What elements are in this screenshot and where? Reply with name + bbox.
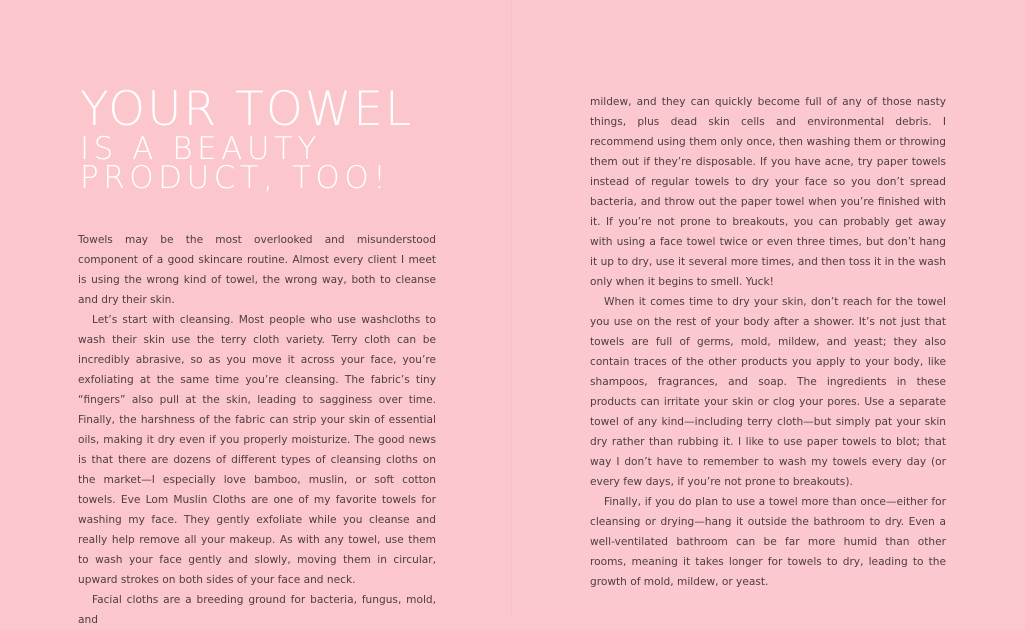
paragraph: Finally, if you do plan to use a towel more than once—either for cleansing or drying—hang it outside the bathroom to dry. Even a well-ventilated bathroom can be far more humid than other rooms, meaning it takes longer for towels to dry, leading to the growth of mold, mildew, or yeast. [590, 496, 946, 588]
title-line-3: PRODUCT, TOO! [80, 160, 391, 196]
right-body-text [590, 92, 946, 592]
title-line-2: IS A BEAUTY [80, 131, 321, 167]
paragraph: mildew, and they can quickly become full of any of those nasty things, plus dead skin cells and environmental debris. I recommend using them only once, then washing them or throwing them out if they’re disposable. If you have acne, try paper towels instead of regular towels to dry your face so you don’t spread bacteria, and throw out the paper towel when you’re finished with it. If you’re not prone to breakouts, you can probably get away with using a face towel twice or even three times, but don’t hang it up to dry, use it several more times, and then toss it in the wash only when it begins to smell. Yuck! [590, 96, 946, 288]
paragraph: Let’s start with cleansing. Most people who use washcloths to wash their skin use the terry cloth variety. Terry cloth can be incredibly abrasive, so as you move it across your face, you’re exfoliating at the same time you’re cleansing. The fabric’s tiny “fingers” also pull at the skin, leading to sagginess over time. Finally, the harshness of the fabric can strip your skin of essential oils, making it dry even if you properly moisturize. The good news is that there are dozens of different types of cleansing cloths on the market—I especially love bamboo, muslin, or soft cotton towels. Eve Lom Muslin Cloths are one of my favorite towels for washing my face. They gently exfoliate while you cleanse and really help remove all your makeup. As with any towel, use them to wash your face gently and slowly, moving them in circular, upward strokes on both sides of your face and neck. [78, 314, 436, 586]
paragraph: Facial cloths are a breeding ground for bacteria, fungus, mold, and [78, 594, 436, 626]
paragraph: When it comes time to dry your skin, don’t reach for the towel you use on the rest of your body after a shower. It’s not just that towels are full of germs, mold, mildew, and yeast; they also contain traces of the other products you apply to your body, like shampoos, fragrances, and soap. The ingredients in these products can irritate your skin or clog your pores. Use a separate towel of any kind—including terry cloth—but simply pat your skin dry rather than rubbing it. I like to use paper towels to blot; that way I don’t have to remember to wash my towels every day (or every few days, if you’re not prone to breakouts). [590, 296, 946, 488]
chapter-title [80, 82, 414, 196]
left-page [0, 0, 512, 626]
paragraph: Towels may be the most overlooked and misunderstood component of a good skincare routine. Almost every client I meet is using the wrong kind of towel, the wrong way, both to cleanse and dry their skin. [78, 234, 436, 306]
title-line-1: YOUR TOWEL [80, 82, 414, 137]
left-body-text [78, 230, 436, 630]
